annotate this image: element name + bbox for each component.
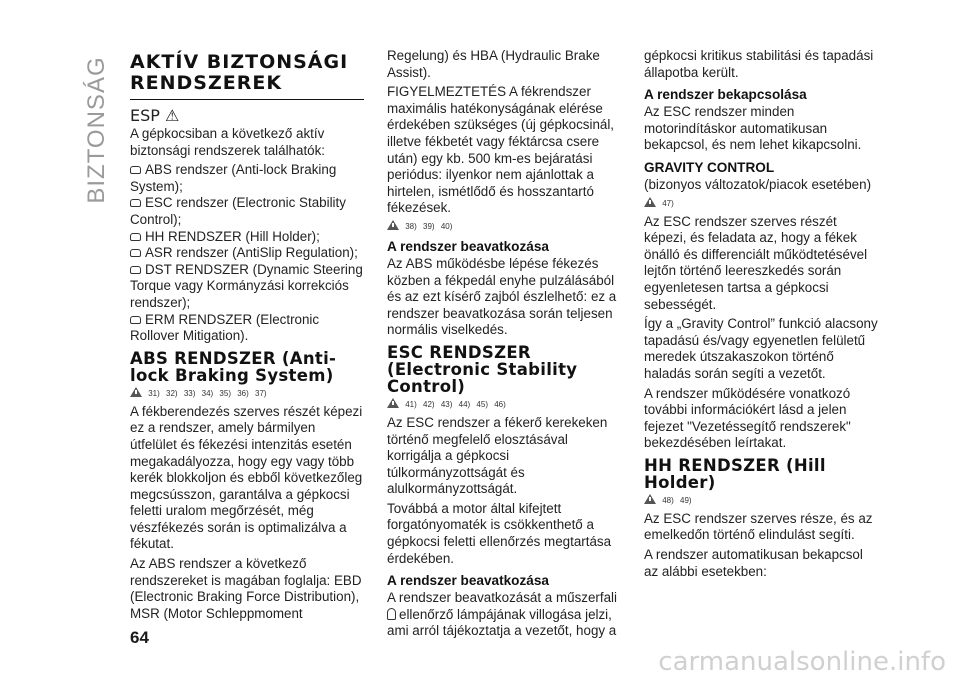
intro-paragraph: A gépkocsiban a következő aktív biztonsági rendszerek találhatók: — [130, 126, 326, 158]
hh-heading-line2: Holder) — [644, 472, 716, 492]
warning-triangle-icon — [644, 494, 656, 504]
list-item — [130, 312, 364, 345]
column-3 — [644, 48, 878, 583]
paragraph: Az ESC rendszer minden motorindításkor automatikusan bekapcsol, és nem lehet kikapcsolni. — [644, 104, 862, 153]
system-list — [130, 162, 364, 345]
abs-paragraph-1: A fékberendezés szerves részét képezi ez a rendszer, amely bármilyen útfelület és fékezési intenzitás esetén megakadályozza, hogy egy vagy több kerék blokkoljon és ebből következőleg megcsússzon, garantálva a gépkocsi feletti uralom megőrzését, még vészfékezés során is optimalizálva a fékutat. — [130, 403, 363, 552]
reference-number: 31) — [148, 388, 160, 398]
column-1 — [130, 48, 364, 625]
warning-references — [387, 398, 621, 411]
reference-number: 48) — [662, 495, 674, 505]
chapter-title-line1: AKTÍV BIZTONSÁGI — [130, 51, 349, 73]
reference-number: 47) — [662, 198, 674, 208]
watermark: carmanualsonline.info — [658, 647, 946, 677]
list-item-text: ABS rendszer (Anti-lock Braking System); — [130, 162, 337, 194]
reference-number: 34) — [201, 388, 214, 398]
list-item — [130, 162, 364, 195]
paragraph: Így a „Gravity Control” funkció alacsony tapadású és/vagy egyenetlen felületű meredek útszakaszokon történő haladás során segíti a vezetőt. — [644, 316, 878, 381]
paragraph: gépkocsi kritikus stabilitási és tapadási állapotba került. — [644, 48, 874, 80]
esc-heading-line1: ESC RENDSZER — [387, 342, 531, 362]
reference-number: 38) — [405, 221, 417, 231]
list-item — [130, 195, 364, 228]
reference-number: 35) — [219, 388, 231, 398]
paragraph: A rendszer működésére vonatkozó további információkért lásd a jelen fejezet "Vezetéssegítő rendszerek" bekezdésében leírtakat. — [644, 385, 851, 451]
paragraph — [387, 590, 621, 640]
paragraph: Az ESC rendszer szerves részét képezi, és feladata az, hogy a fékek önálló és differenciált működtetésével lejtőn történő leereszkedés során egyenletesen tartsa a gépkocsi sebességét. — [644, 213, 868, 312]
abs-heading — [130, 350, 364, 384]
list-item — [130, 229, 364, 246]
hh-heading — [644, 457, 878, 491]
list-item — [130, 245, 364, 262]
paragraph: Regelung) és HBA (Hydraulic Brake Assist). — [387, 48, 600, 80]
paragraph: (bizonyos változatok/piacok esetében) — [644, 176, 872, 192]
list-item-text: ERM RENDSZER (Electronic Rollover Mitigation). — [130, 311, 320, 344]
warning-triangle-icon — [387, 398, 399, 408]
car-bullet-icon — [130, 166, 141, 174]
reference-number: 43) — [440, 399, 453, 409]
warning-references — [130, 387, 364, 400]
chapter-title-line2: RENDSZEREK — [130, 72, 283, 94]
reference-number: 45) — [476, 399, 488, 409]
paragraph-text: A rendszer beavatkozását a műszerfali — [387, 590, 617, 606]
abs-heading-line2: lock Braking System) — [130, 365, 334, 385]
warning-references — [644, 494, 878, 507]
abs-heading-line1: ABS RENDSZER (Anti- — [130, 348, 337, 368]
subheading-intervention: A rendszer beavatkozása — [387, 238, 549, 254]
esc-heading-line3: Control) — [387, 376, 466, 396]
abs-paragraph-2: Az ABS rendszer a következő rendszereket is magában foglalja: EBD (Electronic Braking Force Distribution), MSR (Motor Schleppmoment — [130, 556, 362, 621]
esc-warning-lamp-icon — [387, 608, 396, 620]
paragraph: Az ESC rendszer a fékerő kerekeken történő megfelelő elosztásával korrigálja a gépkocsi túlkormányzottságát és alulkormányzottságát. — [387, 414, 608, 497]
reference-number: 39) — [423, 221, 435, 231]
warning-references — [644, 197, 878, 210]
paragraph: A rendszer automatikusan bekapcsol az alábbi esetekben: — [644, 547, 863, 579]
list-item-text: ESC rendszer (Electronic Stability Control); — [130, 195, 346, 227]
car-bullet-icon — [130, 199, 141, 207]
list-item — [130, 262, 364, 312]
page-number: 64 — [130, 628, 149, 647]
reference-number: 46) — [494, 399, 506, 409]
paragraph: Az ABS működésbe lépése fékezés közben a fékpedál enyhe pulzálásából és az ezt kísérő zajból észlelhető: ez a rendszer beavatkozása során teljesen normális viselkedés. — [387, 255, 617, 338]
column-2 — [387, 48, 621, 643]
paragraph-text: ellenőrző lámpájának villogása jelzi, ami arról tájékoztatja a vezetőt, hogy a — [387, 606, 617, 639]
reference-number: 33) — [183, 388, 196, 398]
reference-number: 44) — [458, 399, 471, 409]
list-item-text: DST RENDSZER (Dynamic Steering Torque vagy Kormányzási korrekciós rendszer); — [130, 261, 363, 310]
reference-number: 32) — [166, 388, 178, 398]
list-item-text: ASR rendszer (AntiSlip Regulation); — [145, 245, 358, 261]
subheading-intervention-2: A rendszer beavatkozása — [387, 573, 549, 589]
hh-heading-line1: HH RENDSZER (Hill — [644, 455, 826, 475]
chapter-title — [130, 52, 364, 100]
paragraph: Továbbá a motor által kifejtett forgatónyomaték is csökkenthető a gépkocsi feletti ellenőrzés megtartása érdekében. — [387, 500, 612, 566]
reference-number: 42) — [423, 399, 435, 409]
warning-triangle-icon — [644, 197, 656, 207]
warning-references — [387, 220, 621, 233]
subheading-gravity-control: GRAVITY CONTROL — [644, 159, 775, 175]
section-side-tab — [82, 50, 112, 210]
list-item-text: HH RENDSZER (Hill Holder); — [145, 228, 320, 244]
section-side-tab-label: BIZTONSÁG — [83, 56, 110, 204]
esp-warning-icon: ESP ⚠ — [130, 106, 180, 125]
car-bullet-icon — [130, 233, 141, 241]
reference-number: 36) — [237, 388, 249, 398]
reference-number: 40) — [440, 221, 453, 231]
reference-number: 49) — [680, 495, 692, 505]
esc-heading — [387, 344, 621, 395]
reference-number: 37) — [255, 388, 267, 398]
warning-paragraph: FIGYELMEZTETÉS A fékrendszer maximális hatékonyságának elérése érdekében szükséges (új gépkocsinál, illetve fékbetét vagy féktárcsa csere után) egy kb. 500 km-es bejáratási periódus: ilyenkor nem ajánlottak a hirtelen, ismétlődő és hosszantartó fékezések. — [387, 84, 615, 216]
car-bullet-icon — [130, 316, 141, 324]
car-bullet-icon — [130, 266, 141, 274]
warning-triangle-icon — [387, 220, 399, 230]
warning-triangle-icon — [130, 387, 142, 397]
esc-heading-line2: (Electronic Stability — [387, 359, 578, 379]
subheading-activation: A rendszer bekapcsolása — [644, 87, 807, 103]
reference-number: 41) — [405, 399, 417, 409]
car-bullet-icon — [130, 249, 141, 257]
paragraph: Az ESC rendszer szerves része, és az emelkedőn történő elindulást segíti. — [644, 510, 873, 543]
